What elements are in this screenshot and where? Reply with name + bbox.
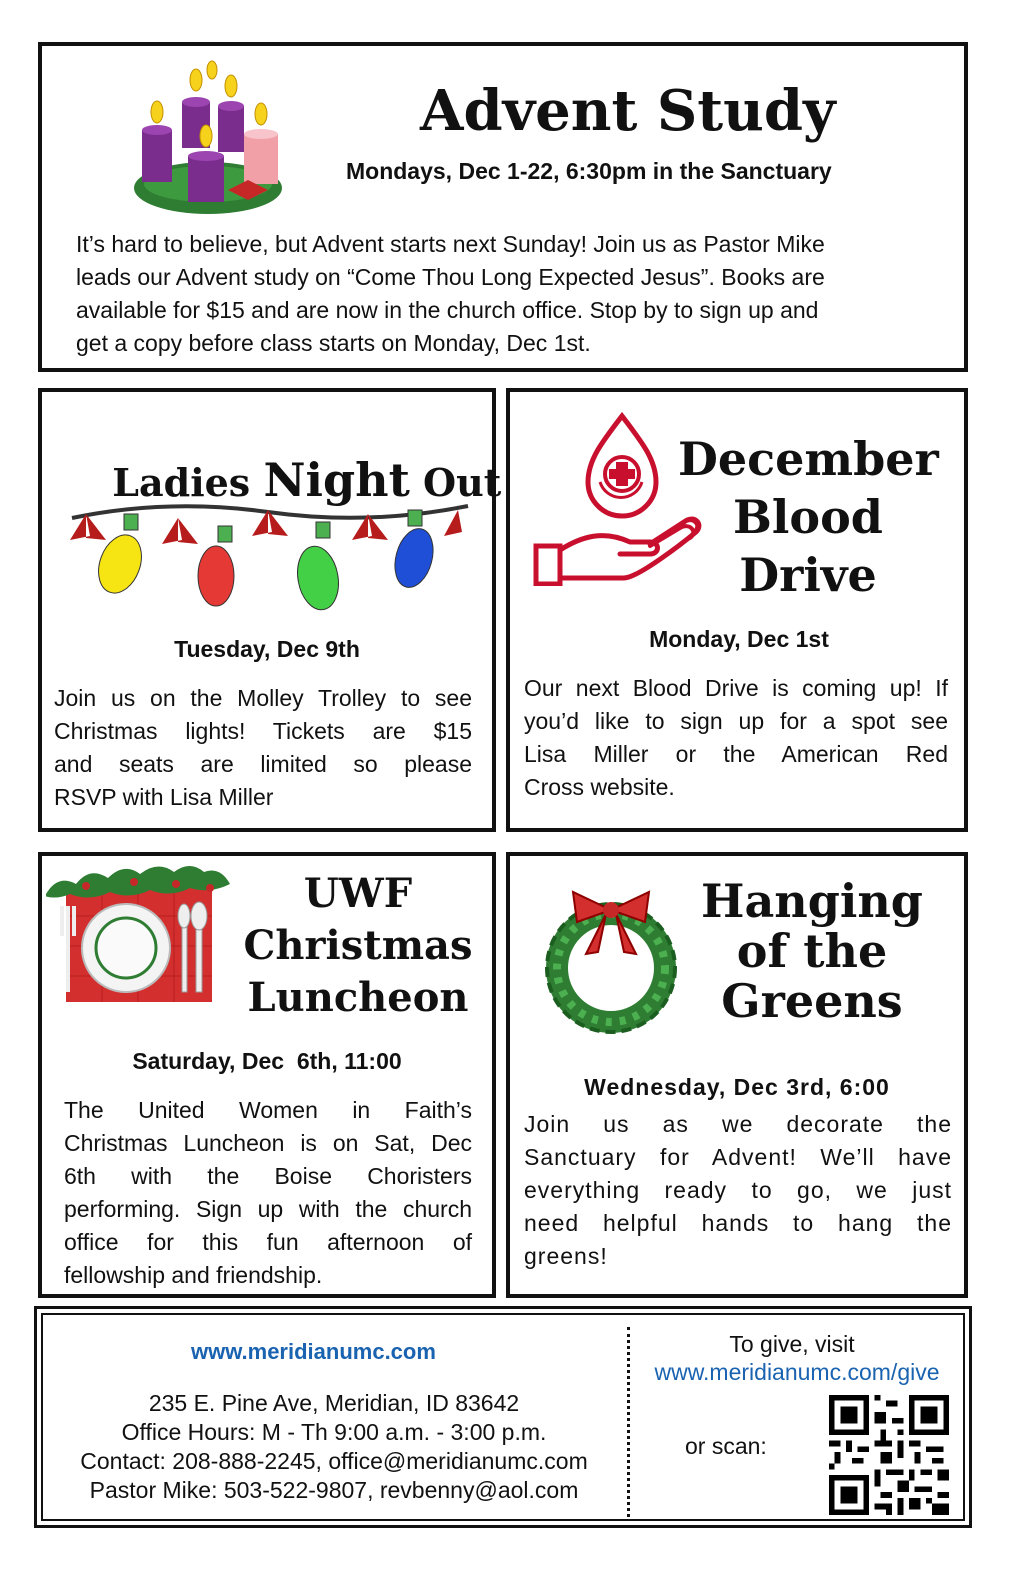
uwf-luncheon-section xyxy=(38,852,496,1298)
blood-title-line: Blood xyxy=(733,490,883,544)
uwf-title xyxy=(238,868,478,1024)
uwf-date: Saturday, Dec 6th, 11:00 xyxy=(132,1048,402,1074)
uwf-body-line: The United Women in Faith’s xyxy=(64,1097,472,1123)
uwf-body xyxy=(64,1094,472,1292)
ladies-title-part: Out xyxy=(409,460,502,505)
blood-title xyxy=(678,430,938,604)
blood-body-line: Our next Blood Drive is coming up! If xyxy=(524,675,948,701)
blood-title-line: December xyxy=(678,432,939,486)
greens-body-line: everything ready to go, we just xyxy=(524,1177,952,1203)
footer-pastor: Pastor Mike: 503-522-9807, revbenny@aol.com xyxy=(89,1477,579,1503)
christmas-lights-image xyxy=(68,496,472,626)
ladies-body-line: Join us on the Molley Trolley to see xyxy=(54,685,472,711)
advent-subtitle: Mondays, Dec 1-22, 6:30pm in the Sanctuary xyxy=(346,158,832,184)
ladies-date: Tuesday, Dec 9th xyxy=(174,636,360,662)
advent-body-line: available for $15 and are now in the church office. Stop by to sign up and xyxy=(76,297,819,323)
advent-study-section xyxy=(38,42,968,372)
blood-body-line: you’d like to sign up for a spot see xyxy=(524,708,948,734)
ladies-night-section xyxy=(38,388,502,832)
greens-body-line: need helpful hands to hang the xyxy=(524,1210,952,1236)
ladies-body-line: Christmas lights! Tickets are $15 xyxy=(54,718,472,744)
advent-body-line: leads our Advent study on “Come Thou Long Expected Jesus”. Books are xyxy=(76,264,825,290)
uwf-body-line: office for this fun afternoon of xyxy=(64,1229,472,1255)
ladies-body-line: RSVP with Lisa Miller xyxy=(54,784,274,810)
uwf-title-line: Christmas xyxy=(243,922,473,969)
ladies-title-part: Night xyxy=(263,453,410,507)
blood-body-line: Lisa Miller or the American Red xyxy=(524,741,948,767)
footer-address: 235 E. Pine Ave, Meridian, ID 83642 xyxy=(148,1390,520,1416)
footer-hours: Office Hours: M - Th 9:00 a.m. - 3:00 p.m. xyxy=(121,1419,547,1445)
blood-title-line: Drive xyxy=(739,548,877,602)
blood-body xyxy=(524,672,948,804)
footer-contact-block xyxy=(43,1389,625,1505)
footer xyxy=(34,1306,972,1528)
blood-drive-section xyxy=(506,388,968,832)
ladies-title-part: Ladies xyxy=(112,460,264,505)
place-setting-image xyxy=(46,866,232,1006)
uwf-body-line: 6th with the Boise Choristers xyxy=(64,1163,472,1189)
greens-title-line: Hanging xyxy=(701,874,923,928)
greens-body xyxy=(524,1108,952,1273)
uwf-body-line: performing. Sign up with the church xyxy=(64,1196,472,1222)
blood-body-line: Cross website. xyxy=(524,774,675,800)
greens-date: Wednesday, Dec 3rd, 6:00 xyxy=(584,1074,890,1100)
give-link[interactable]: www.meridianumc.com/give xyxy=(654,1359,940,1385)
footer-inner xyxy=(41,1313,965,1521)
greens-body-line: Sanctuary for Advent! We’ll have xyxy=(524,1144,952,1170)
scan-label: or scan: xyxy=(685,1433,767,1459)
footer-divider xyxy=(627,1327,630,1517)
ladies-body xyxy=(54,682,472,814)
ladies-body-line: and seats are limited so please xyxy=(54,751,472,777)
greens-title-line: Greens xyxy=(721,974,903,1028)
greens-title-line: of the xyxy=(736,924,888,978)
hanging-greens-section xyxy=(506,852,968,1298)
uwf-body-line: Christmas Luncheon is on Sat, Dec xyxy=(64,1130,472,1156)
qr-code-image[interactable] xyxy=(829,1395,949,1515)
website-link[interactable]: www.meridianumc.com xyxy=(191,1339,436,1364)
footer-contact: Contact: 208-888-2245, office@meridianumc.com xyxy=(80,1448,588,1474)
advent-title: Advent Study xyxy=(420,78,836,144)
give-label: To give, visit xyxy=(729,1331,855,1357)
christmas-wreath-image xyxy=(536,880,686,1036)
greens-body-line: Join us as we decorate the xyxy=(524,1111,952,1137)
advent-body-line: get a copy before class starts on Monday, Dec 1st. xyxy=(76,330,591,356)
greens-title xyxy=(696,876,928,1026)
greens-body-line: greens! xyxy=(524,1243,608,1269)
advent-body-line: It’s hard to believe, but Advent starts next Sunday! Join us as Pastor Mike xyxy=(76,231,825,257)
uwf-body-line: fellowship and friendship. xyxy=(64,1262,323,1288)
uwf-title-line: Luncheon xyxy=(247,974,469,1021)
uwf-title-line: UWF xyxy=(303,870,413,917)
advent-body xyxy=(76,228,936,360)
advent-wreath-image xyxy=(128,60,288,220)
blood-date: Monday, Dec 1st xyxy=(649,626,829,652)
